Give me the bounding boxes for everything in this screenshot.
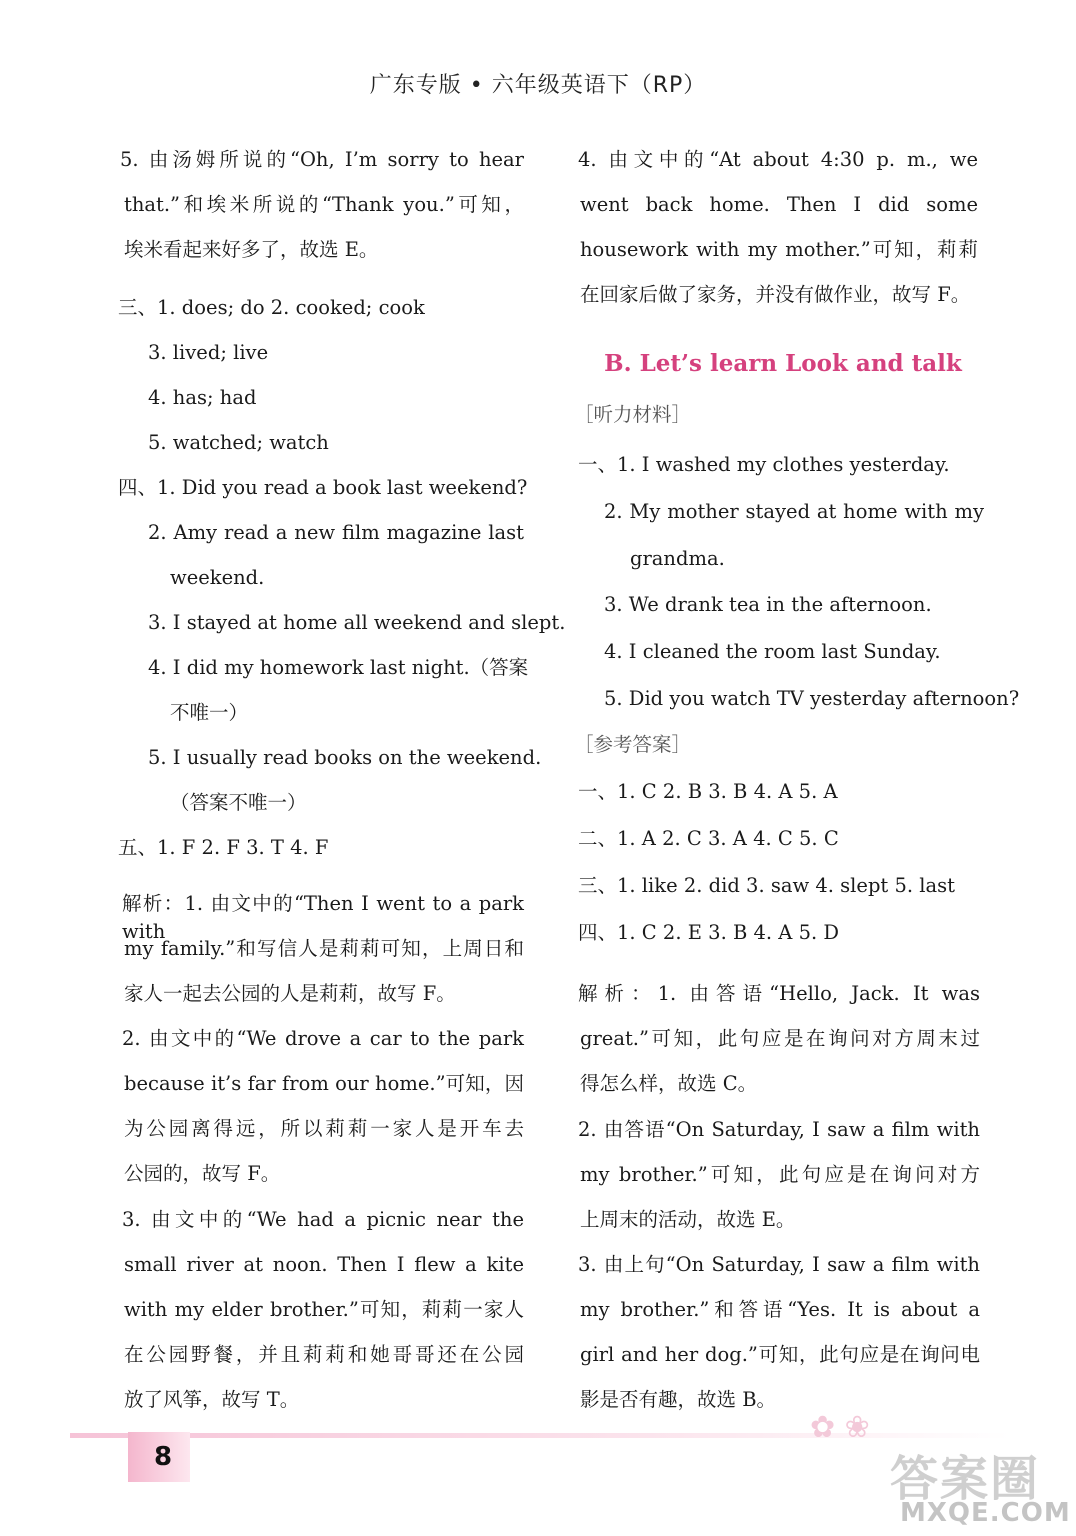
listening-line: 一、1. I washed my clothes yesterday.: [578, 453, 950, 476]
text-line: 4. 由文中的“At about 4:30 p. m., we: [578, 148, 978, 171]
text-line: housework with my mother.”可知，莉莉: [580, 238, 978, 261]
answer-line: 四、1. C 2. E 3. B 4. A 5. D: [578, 921, 840, 944]
answer-line: 4. has; had: [148, 386, 257, 409]
analysis-line: small river at noon. Then I flew a kite: [124, 1253, 524, 1276]
analysis-line: 2. 由文中的“We drove a car to the park: [122, 1027, 524, 1050]
answer-line: 2. Amy read a new film magazine last: [148, 521, 524, 544]
answer-line: 五、1. F 2. F 3. T 4. F: [118, 836, 329, 859]
answer-line: 一、1. C 2. B 3. B 4. A 5. A: [578, 780, 838, 803]
analysis-line: 家人一起去公园的人是莉莉，故写 F。: [124, 982, 456, 1005]
listening-line: 3. We drank tea in the afternoon.: [604, 593, 932, 616]
analysis-line: 放了风筝，故写 T。: [124, 1388, 300, 1411]
answer-line: 3. I stayed at home all weekend and slept.: [148, 611, 566, 634]
listening-line: grandma.: [630, 547, 725, 570]
section-title: B. Let’s learn Look and talk: [604, 350, 962, 377]
answer-line: 5. I usually read books on the weekend.: [148, 746, 542, 769]
answer-line: 四、1. Did you read a book last weekend?: [118, 476, 528, 499]
answer-line: 二、1. A 2. C 3. A 4. C 5. C: [578, 827, 839, 850]
text-line: went back home. Then I did some: [580, 193, 978, 216]
listening-line: 5. Did you watch TV yesterday afternoon?: [604, 687, 1020, 710]
page-header: 广东专版 • 六年级英语下（RP）: [369, 73, 707, 98]
analysis-line: 为公园离得远，所以莉莉一家人是开车去: [124, 1117, 524, 1140]
analysis-line: great.”可知，此句应是在询问对方周末过: [580, 1027, 980, 1050]
decoration-flourish: ✿ ❀: [810, 1410, 870, 1445]
listening-label: ［听力材料］: [574, 403, 692, 426]
analysis-line: 上周末的活动，故选 E。: [580, 1208, 796, 1231]
listening-line: 2. My mother stayed at home with my: [604, 500, 984, 523]
analysis-line: my brother.”和答语“Yes. It is about a: [580, 1298, 980, 1321]
text-line: 埃米看起来好多了，故选 E。: [124, 238, 379, 261]
watermark-url: MXQE.COM: [900, 1498, 1071, 1528]
analysis-line: with my elder brother.”可知，莉莉一家人: [124, 1298, 524, 1321]
text-line: 在回家后做了家务，并没有做作业，故写 F。: [580, 283, 971, 306]
analysis-line: girl and her dog.”可知，此句应是在询问电: [580, 1343, 980, 1366]
answer-label: ［参考答案］: [574, 733, 692, 756]
analysis-line: 2. 由答语“On Saturday, I saw a film with: [578, 1118, 980, 1141]
analysis-line: 在公园野餐，并且莉莉和她哥哥还在公园: [124, 1343, 524, 1366]
answer-line: 三、1. does; do 2. cooked; cook: [118, 296, 425, 319]
analysis-line: 解析：1. 由文中的“Then I went to a park with: [122, 892, 524, 943]
answer-line: weekend.: [170, 566, 265, 589]
watermark-logo: [890, 1440, 1071, 1530]
analysis-line: my family.”和写信人是莉莉可知，上周日和: [124, 937, 524, 960]
analysis-line: 3. 由上句“On Saturday, I saw a film with: [578, 1253, 980, 1276]
answer-line: （答案不唯一）: [170, 791, 307, 814]
analysis-line: 解析：1. 由答语“Hello, Jack. It was: [578, 982, 980, 1005]
answer-line: 三、1. like 2. did 3. saw 4. slept 5. last: [578, 874, 955, 897]
answer-line: 不唯一）: [170, 701, 249, 724]
analysis-line: 3. 由文中的“We had a picnic near the: [122, 1208, 524, 1231]
watermark-text: 答案圈: [890, 1451, 1041, 1507]
page-number: 8: [128, 1432, 190, 1482]
analysis-line: 得怎么样，故选 C。: [580, 1072, 758, 1095]
listening-line: 4. I cleaned the room last Sunday.: [604, 640, 941, 663]
analysis-line: because it’s far from our home.”可知，因: [124, 1072, 524, 1095]
answer-line: 4. I did my homework last night.（答案: [148, 656, 529, 679]
text-line: that.”和埃米所说的“Thank you.”可知，: [124, 193, 524, 216]
answer-line: 5. watched; watch: [148, 431, 329, 454]
text-line: 5. 由汤姆所说的“Oh, I’m sorry to hear: [120, 148, 524, 171]
analysis-line: my brother.”可知，此句应是在询问对方: [580, 1163, 980, 1186]
analysis-line: 公园的，故写 F。: [124, 1162, 281, 1185]
answer-line: 3. lived; live: [148, 341, 269, 364]
analysis-line: 影是否有趣，故选 B。: [580, 1388, 777, 1411]
